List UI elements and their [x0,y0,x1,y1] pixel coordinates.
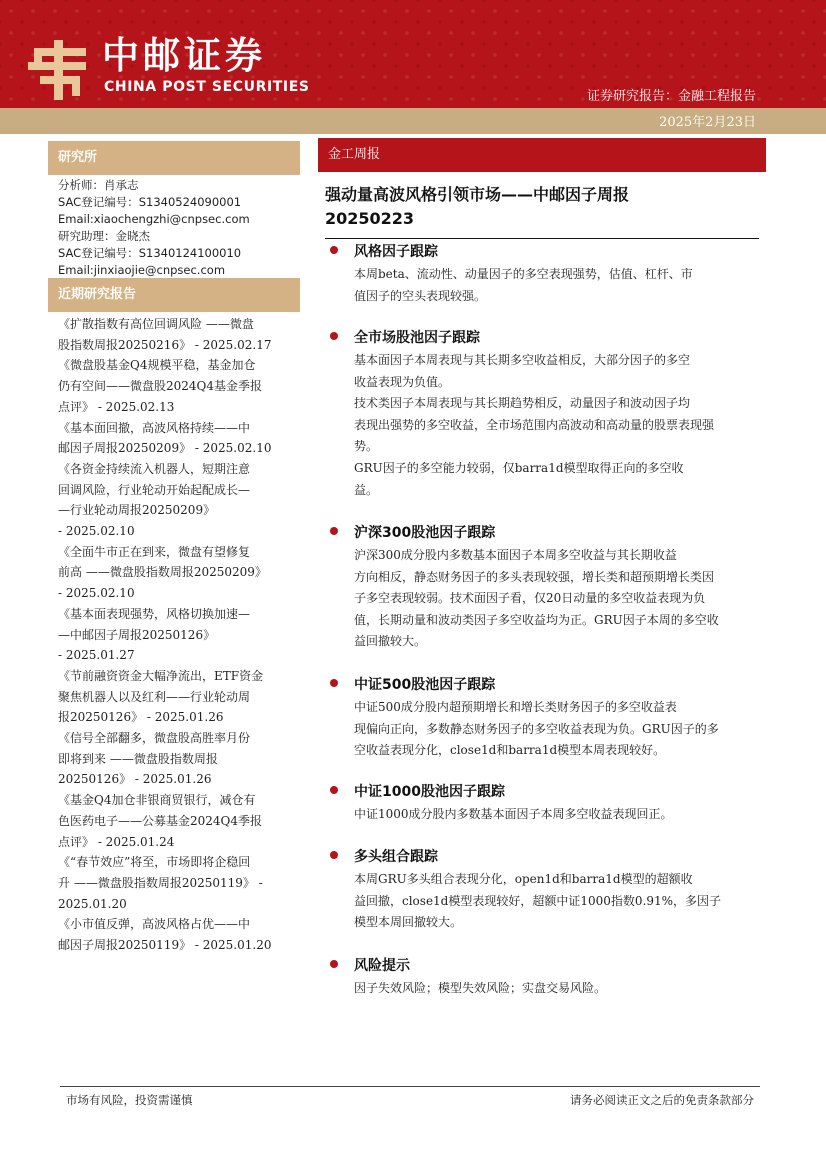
section-heading-text: 多头组合跟踪 [354,849,438,865]
institute-header: 研究所 [48,141,300,175]
analyst-info [58,177,250,279]
recent-report-line[interactable]: 邮因子周报20250119》 - 2025.01.20 [58,938,272,953]
body-line: 值因子的空头表现较强。 [354,288,487,303]
logo-chinese-name: 中邮证券 [102,34,266,77]
section-heading-style-factors [330,242,438,262]
body-line: 中证500成分股内超预期增长和增长类财务因子的多空收益表 [354,700,677,714]
recent-report-line[interactable]: 《小市值反弹，高波风格占优——中 [58,917,251,932]
report-title-line: 强动量高波风格引领市场——中邮因子周报 [325,185,630,204]
recent-report-line[interactable]: 升 ——微盘股指数周报20250119》 - [58,875,263,890]
recent-reports-list [58,314,300,956]
section-heading-text: 中证1000股池因子跟踪 [354,784,505,800]
report-date: 2025年2月23日 [659,115,756,130]
body-line: 现偏向正向，多数静态财务因子的多空收益表现为负。GRU因子的多 [354,721,719,736]
recent-report-line[interactable]: 点评》 - 2025.02.13 [58,399,175,414]
analyst-line: 分析师：肖承志 [58,178,139,192]
recent-reports-header: 近期研究报告 [48,278,300,312]
section-heading-text: 全市场股池因子跟踪 [354,330,480,346]
analyst-line: SAC登记编号：S1340124100010 [58,246,242,260]
recent-report-line[interactable]: 股指数周报20250216》 - 2025.02.17 [58,337,272,352]
section-body-csi1000 [354,804,759,826]
recent-report-line[interactable]: 点评》 - 2025.01.24 [58,834,175,849]
body-line: 益回撤，close1d模型表现较好，超额中证1000指数0.91%，多因子 [354,893,722,908]
report-type: 证券研究报告：金融工程报告 [586,89,756,104]
body-line: 技术类因子本周表现与其长期趋势相反，动量因子和波动因子均 [354,396,691,411]
analyst-line: SAC登记编号：S1340524090001 [58,195,242,209]
title-divider [325,238,759,239]
recent-report-line[interactable]: 报20250126》 - 2025.01.26 [58,710,224,725]
body-line: 模型本周回撤较大。 [354,915,463,930]
section-heading-csi500 [330,675,495,695]
recent-report-line[interactable]: 《各资金持续流入机器人，短期注意 [58,461,251,476]
bullet-icon [330,527,338,535]
body-line: 子多空表现较弱。技术面因子看，仅20日动量的多空收益表现为负 [354,591,706,606]
body-line: 表现出强势的多空收益，全市场范围内高波动和高动量的股票表现强 [354,417,715,432]
section-body-all-market [354,350,759,501]
recent-report-line[interactable]: 《基本面回撤，高波风格持续——中 [58,420,251,435]
bullet-icon [330,679,338,687]
bullet-icon [330,786,338,794]
report-category-bar: 金工周报 [318,138,766,172]
body-line: 因子失效风险；模型失效风险；实盘交易风险。 [354,981,607,995]
recent-report-line[interactable]: 《“春节效应”将至，市场即将企稳回 [58,855,251,870]
body-line: 益。 [354,482,379,497]
footer-disclaimer-note: 请务必阅读正文之后的免责条款部分 [570,1093,754,1107]
section-heading-csi1000 [330,782,505,802]
recent-report-line[interactable]: —行业轮动周报20250209》 [58,503,216,518]
section-body-csi500 [354,697,759,762]
bullet-icon [330,960,338,968]
section-heading-all-market [330,328,480,348]
recent-report-line[interactable]: 色医药电子——公募基金2024Q4季报 [58,813,263,828]
recent-report-line[interactable]: - 2025.02.10 [58,586,135,601]
body-line: 方向相反，静态财务因子的多头表现较强，增长类和超预期增长类因 [354,569,715,584]
logo-english-name: CHINA POST SECURITIES [104,79,310,95]
analyst-line: 研究助理：金晓杰 [58,229,150,243]
section-body-hs300 [354,545,759,653]
body-line: 沪深300成分股内多数基本面因子本周多空收益与其长期收益 [354,548,677,562]
section-heading-hs300 [330,523,495,543]
body-line: GRU因子的多空能力较弱，仅barra1d模型取得正向的多空收 [354,460,684,475]
recent-report-line[interactable]: 前高 ——微盘股指数周报20250209》 [58,565,267,580]
analyst-email[interactable]: Email:xiaochengzhi@cnpsec.com [58,212,250,226]
body-line: 益回撤较大。 [354,634,427,649]
body-line: 势。 [354,439,379,454]
section-heading-text: 风格因子跟踪 [354,244,438,260]
section-body-long-portfolio [354,869,759,934]
body-line: 基本面因子本周表现与其长期多空收益相反，大部分因子的多空 [354,353,691,367]
recent-report-line[interactable]: 仍有空间——微盘股2024Q4基金季报 [58,379,263,394]
section-heading-text: 中证500股池因子跟踪 [354,677,496,693]
recent-report-line[interactable]: 《基本面表现强势，风格切换加速— [58,606,251,621]
recent-report-line[interactable]: 《扩散指数有高位回调风险 ——微盘 [58,317,254,331]
body-line: 中证1000成分股内多数基本面因子本周多空收益表现回正。 [354,807,673,821]
recent-report-line[interactable]: 即将到来 ——微盘股指数周报 [58,751,218,766]
section-heading-text: 沪深300股池因子跟踪 [354,525,496,541]
recent-report-line[interactable]: 《节前融资资金大幅净流出，ETF资金 [58,668,264,683]
footer-divider [60,1086,760,1087]
report-title [325,183,765,231]
recent-report-line[interactable]: - 2025.02.10 [58,524,135,539]
recent-report-line[interactable]: 邮因子周报20250209》 - 2025.02.10 [58,441,272,456]
china-post-logo-icon [26,36,92,102]
section-heading-long-portfolio [330,847,438,867]
body-line: 本周GRU多头组合表现分化，open1d和barra1d模型的超额收 [354,872,693,886]
bullet-icon [330,332,338,340]
body-line: 本周beta、流动性、动量因子的多空表现强势，估值、杠杆、市 [354,267,693,281]
section-body-style-factors [354,264,759,307]
section-body-risk [354,978,759,1000]
footer-risk-note: 市场有风险，投资需谨慎 [66,1093,193,1107]
bullet-icon [330,851,338,859]
recent-report-line[interactable]: 回调风险，行业轮动开始起配成长— [58,482,251,497]
recent-report-line[interactable]: 聚焦机器人以及红利——行业轮动周 [58,689,251,704]
report-title-line: 20250223 [325,209,415,228]
recent-report-line[interactable]: 《信号全部翻多，微盘股高胜率月份 [58,731,251,746]
section-heading-text: 风险提示 [354,958,410,974]
recent-report-line[interactable]: - 2025.01.27 [58,648,135,663]
recent-report-line[interactable]: 《基金Q4加仓非银商贸银行，减仓有 [58,793,256,808]
body-line: 空收益表现分化，close1d和barra1d模型本周表现较好。 [354,743,666,758]
body-line: 值，长期动量和波动类因子多空收益均为正。GRU因子本周的多空收 [354,612,719,627]
recent-report-line[interactable]: 2025.01.20 [58,896,127,911]
recent-report-line[interactable]: 20250126》 - 2025.01.26 [58,772,212,787]
bullet-icon [330,246,338,254]
recent-report-line[interactable]: 《微盘股基金Q4规模平稳，基金加仓 [58,358,256,373]
body-line: 收益表现为负值。 [354,374,451,389]
recent-report-line[interactable]: —中邮因子周报20250126》 [58,627,216,642]
section-heading-risk [330,956,410,976]
recent-report-line[interactable]: 《全面牛市正在到来，微盘有望修复 [58,544,251,559]
analyst-email[interactable]: Email:jinxiaojie@cnpsec.com [58,263,226,277]
